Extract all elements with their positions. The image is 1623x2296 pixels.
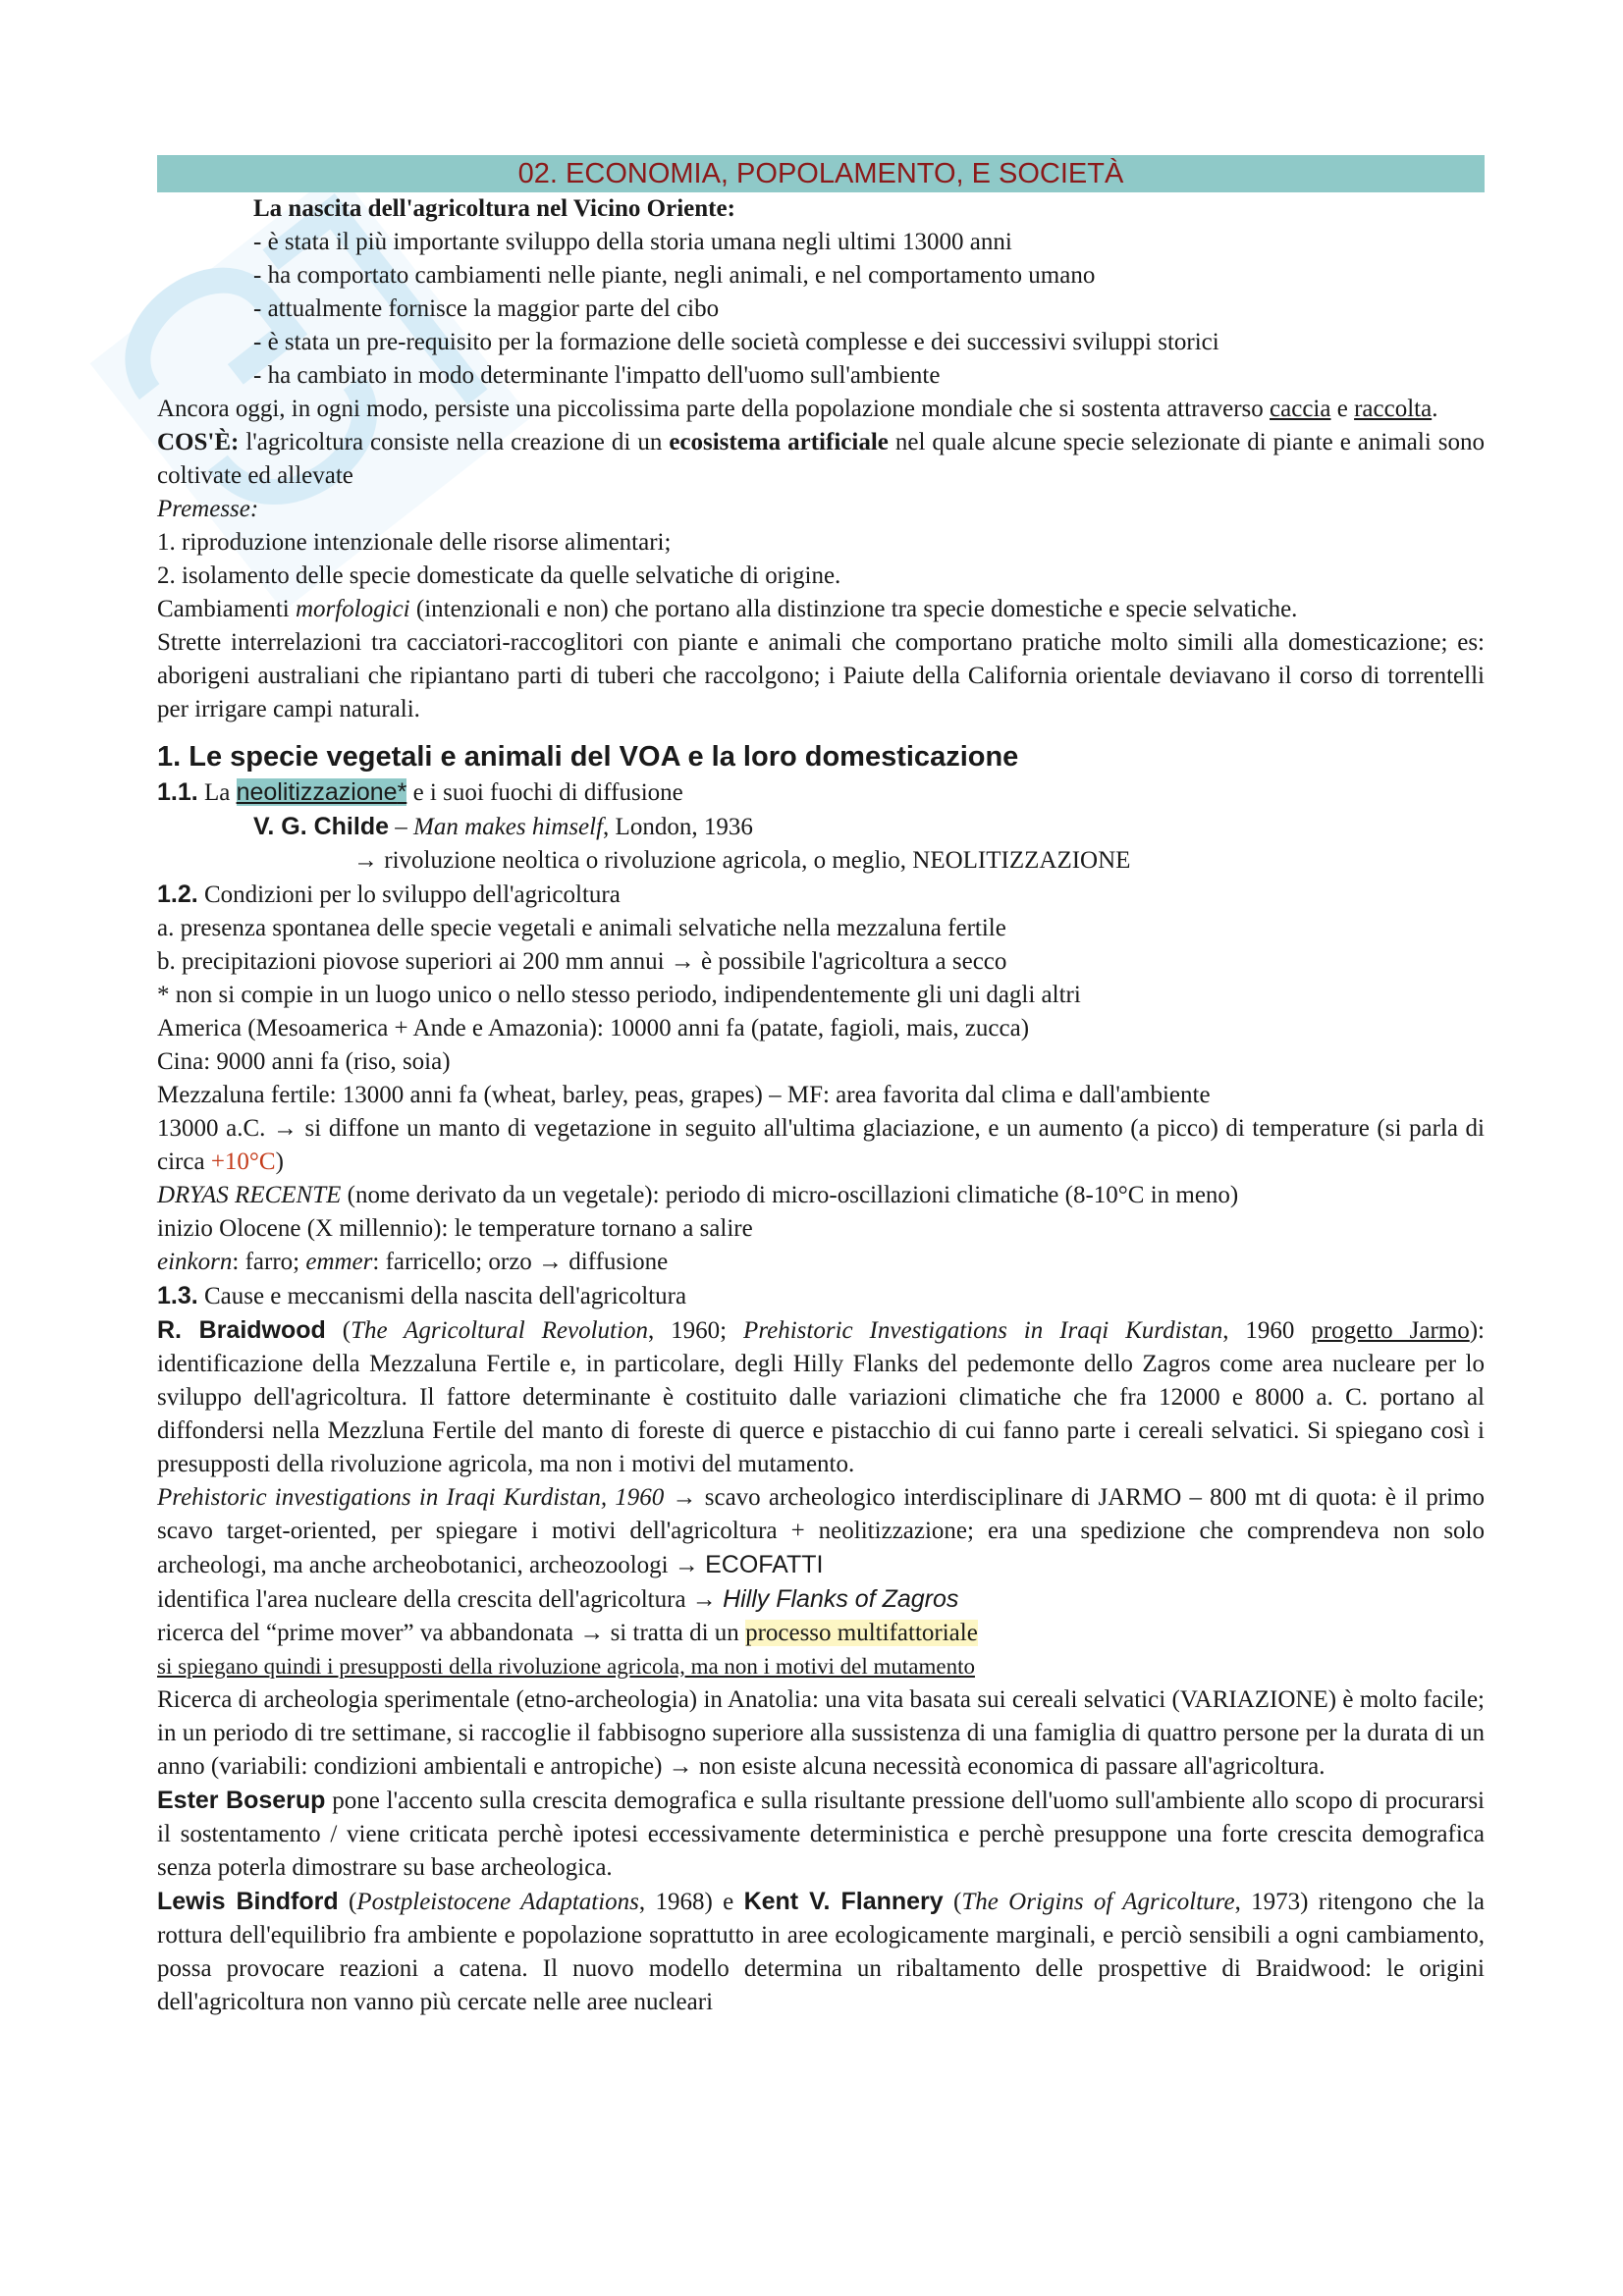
- cose-label: COS'È:: [157, 429, 240, 455]
- bullet-item: - ha cambiato in modo determinante l'impatto dell'uomo sull'ambiente: [253, 362, 941, 389]
- ancora-paragraph: Ancora oggi, in ogni modo, persiste una piccolissima parte della popolazione mondiale che si sostenta attraverso caccia e raccolta.: [157, 396, 1438, 422]
- boserup-paragraph: Ester Boserup pone l'accento sulla crescita demografica e sulla risultante pressione dell'uomo sull'ambiente allo scopo di procurarsi il sostentamento / viene criticata perchè ipotesi eccessivamente deterministica e perchè presuppone una forte crescita demografica senza poterla dimostrare su base archeologica.: [157, 1787, 1486, 1881]
- sperimentale-paragraph: Ricerca di archeologia sperimentale (etno-archeologia) in Anatolia: una vita basata sui cereali selvatici (VARIAZIONE) è molto facile; in un periodo di tre settimane, si raccoglie il fabbisogno superiore alla sussistenza di una famiglia di quattro persone per la durata di un anno (variabili: condizioni ambientali e antropiche) → non esiste alcuna necessità economica di passare all'agricoltura.: [157, 1686, 1485, 1780]
- premessa-item: 2. isolamento delle specie domesticate da quelle selvatiche di origine.: [157, 562, 841, 589]
- braidwood-paragraph: R. Braidwood (The Agricoltural Revolution, 1960; Prehistoric Investigations in Iraqi Kurdistan, 1960 progetto Jarmo): identificazione della Mezzaluna Fertile e, in particolare, degli Hilly Flanks del pedemonte dello Zagros come area nucleare per lo sviluppo dell'agricoltura. Il fattore determinante è costituito dalle variazioni climatiche che fra 12000 e 8000 a. C. portano al diffondersi nella Mezzluna Fertile del manto di foreste di querce e pistacchio di cui fanno parte i cereali selvatici. Si spiegano così i presupposti della rivoluzione agricola, ma non i motivi del mutamento.: [157, 1316, 1485, 1477]
- bullet-item: - attualmente fornisce la maggior parte del cibo: [253, 295, 720, 322]
- condition-item: a. presenza spontanea delle specie vegetali e animali selvatiche nella mezzaluna fertile: [157, 915, 1006, 941]
- mezzaluna-line: Mezzaluna fertile: 13000 anni fa (wheat, barley, peas, grapes) – MF: area favorita dal clima e dall'ambiente: [157, 1082, 1211, 1108]
- cina-line: Cina: 9000 anni fa (riso, soia): [157, 1048, 451, 1075]
- neolitizzazione-link: neolitizzazione*: [236, 778, 407, 806]
- identifica-line: identifica l'area nucleare della crescita dell'agricoltura → Hilly Flanks of Zagros: [157, 1585, 959, 1613]
- subsection-1-1: 1.1. La neolitizzazione* e i suoi fuochi di diffusione: [157, 778, 683, 806]
- ac-paragraph: 13000 a.C. → si diffone un manto di vegetazione in seguito all'ultima glaciazione, e un aumento (a picco) di temperature (si parla di circa +10°C): [157, 1115, 1485, 1175]
- bullet-item: - è stata il più importante sviluppo della storia umana negli ultimi 13000 anni: [253, 229, 1012, 255]
- section-heading: 1. Le specie vegetali e animali del VOA e la loro domesticazione: [157, 741, 1019, 773]
- bullet-item: - è stata un pre-requisito per la formazione delle società complesse e dei successivi sviluppi storici: [253, 329, 1219, 355]
- america-line: America (Mesoamerica + Ande e Amazonia): 10000 anni fa (patate, fagioli, mais, zucca): [157, 1015, 1030, 1041]
- note-line: * non si compie in un luogo unico o nello stesso periodo, indipendentemente gli uni dagli altri: [157, 982, 1081, 1008]
- premessa-item: 1. riproduzione intenzionale delle risorse alimentari;: [157, 529, 672, 556]
- highlighted-phrase: processo multifattoriale: [745, 1620, 978, 1646]
- binford-paragraph: Lewis Bindford (Postpleistocene Adaptations, 1968) e Kent V. Flannery (The Origins of Agricolture, 1973) ritengono che la rottura dell'equilibrio fra ambiente e popolazione soprattutto in aree ecologicamente marginali, e perciò sensibili a ogni cambiamento, possa provocare reazioni a catena. Il nuovo modello determina un ribaltamento delle prospettive di Braidwood: le origini dell'agricoltura non vanno più cercate nelle aree nucleari: [157, 1888, 1485, 2015]
- raccolta-link: raccolta: [1354, 396, 1433, 422]
- subsection-1-3: 1.3. Cause e meccanismi della nascita dell'agricoltura: [157, 1282, 687, 1309]
- premesse-label: Premesse:: [157, 496, 259, 522]
- ricerca-line: ricerca del “prime mover” va abbandonata → si tratta di un processo multifattoriale: [157, 1620, 978, 1646]
- intro-heading: La nascita dell'agricoltura nel Vicino Oriente:: [253, 195, 735, 222]
- document-page: [157, 155, 1485, 2019]
- cose-paragraph: COS'È: l'agricoltura consiste nella creazione di un ecosistema artificiale nel quale alcune specie selezionate di piante e animali sono coltivate ed allevate: [157, 429, 1485, 489]
- childe-line: V. G. Childe – Man makes himself, London, 1936: [253, 813, 753, 840]
- jarmo-link: progetto Jarmo: [1311, 1317, 1470, 1344]
- presupposti-line: si spiegano quindi i presupposti della rivoluzione agricola, ma non i motivi del mutamento: [157, 1654, 975, 1679]
- page-title: 02. ECONOMIA, POPOLAMENTO, E SOCIETÀ: [157, 155, 1485, 192]
- olocene-line: inizio Olocene (X millennio): le temperature tornano a salire: [157, 1215, 753, 1242]
- condition-item: b. precipitazioni piovose superiori ai 200 mm annui → è possibile l'agricoltura a secco: [157, 948, 1007, 975]
- temperature-value: +10°C: [210, 1148, 276, 1175]
- dryas-line: DRYAS RECENTE (nome derivato da un vegetale): periodo di micro-oscillazioni climatiche (8-10°C in meno): [157, 1182, 1239, 1208]
- caccia-link: caccia: [1270, 396, 1331, 422]
- cambiamenti-paragraph: Cambiamenti morfologici (intenzionali e non) che portano alla distinzione tra specie domestiche e specie selvatiche.: [157, 596, 1298, 622]
- einkorn-line: einkorn: farro; emmer: farricello; orzo → diffusione: [157, 1249, 669, 1275]
- prehistoric-paragraph: Prehistoric investigations in Iraqi Kurdistan, 1960 → scavo archeologico interdisciplinare di JARMO – 800 mt di quota: è il primo scavo target-oriented, per spiegare i motivi dell'agricoltura + neolitizzazione; era una spedizione che comprendeva non solo archeologi, ma anche archeobotanici, archeozoologi → ECOFATTI: [157, 1484, 1485, 1578]
- subsection-1-2: 1.2. Condizioni per lo sviluppo dell'agricoltura: [157, 881, 621, 908]
- strette-paragraph: Strette interrelazioni tra cacciatori-raccoglitori con piante e animali che comportano pratiche molto simili alla domesticazione; es: aborigeni australiani che ripiantano parti di tuberi che raccolgono; i Paiute della California orientale deviavano il corso di torrentelli per irrigare campi naturali.: [157, 629, 1485, 722]
- bullet-item: - ha comportato cambiamenti nelle piante, negli animali, e nel comportamento umano: [253, 262, 1096, 289]
- childe-arrow-line: → rivoluzione neoltica o rivoluzione agricola, o meglio, NEOLITIZZAZIONE: [353, 847, 1131, 874]
